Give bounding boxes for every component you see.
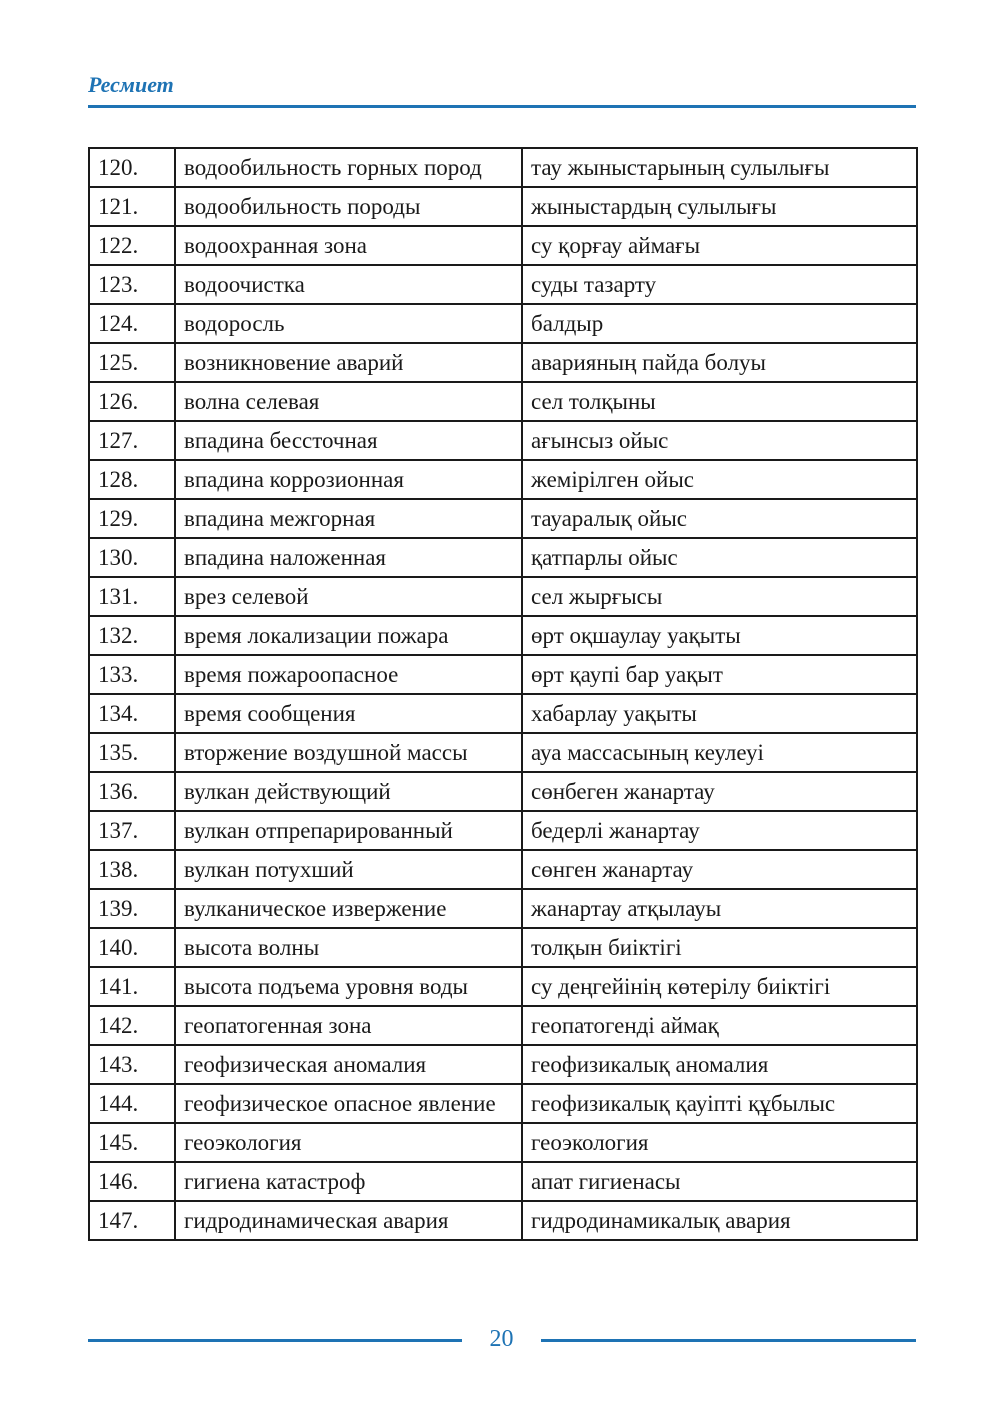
kazakh-term: геопатогенді аймақ: [522, 1006, 917, 1045]
table-row: [89, 616, 917, 655]
row-number: 136.: [89, 772, 175, 811]
russian-term: геофизическое опасное явление: [175, 1084, 522, 1123]
kazakh-term: ағынсыз ойыс: [522, 421, 917, 460]
row-number: 138.: [89, 850, 175, 889]
row-number: 128.: [89, 460, 175, 499]
table-row: [89, 1201, 917, 1240]
footer-divider-left: [88, 1339, 462, 1342]
russian-term: впадина коррозионная: [175, 460, 522, 499]
row-number: 131.: [89, 577, 175, 616]
table-row: [89, 499, 917, 538]
glossary-table-body: [89, 148, 917, 1240]
table-row: [89, 343, 917, 382]
russian-term: гигиена катастроф: [175, 1162, 522, 1201]
russian-term: геоэкология: [175, 1123, 522, 1162]
table-row: [89, 655, 917, 694]
kazakh-term: сөнбеген жанартау: [522, 772, 917, 811]
kazakh-term: балдыр: [522, 304, 917, 343]
table-row: [89, 265, 917, 304]
russian-term: геопатогенная зона: [175, 1006, 522, 1045]
russian-term: геофизическая аномалия: [175, 1045, 522, 1084]
table-row: [89, 811, 917, 850]
russian-term: впадина наложенная: [175, 538, 522, 577]
kazakh-term: сөнген жанартау: [522, 850, 917, 889]
russian-term: время пожароопасное: [175, 655, 522, 694]
russian-term: вулканическое извержение: [175, 889, 522, 928]
row-number: 139.: [89, 889, 175, 928]
table-row: [89, 148, 917, 187]
table-row: [89, 1123, 917, 1162]
kazakh-term: су деңгейінің көтерілу биіктігі: [522, 967, 917, 1006]
row-number: 129.: [89, 499, 175, 538]
row-number: 127.: [89, 421, 175, 460]
russian-term: впадина межгорная: [175, 499, 522, 538]
row-number: 146.: [89, 1162, 175, 1201]
table-row: [89, 967, 917, 1006]
kazakh-term: ауа массасының кеулеуі: [522, 733, 917, 772]
table-row: [89, 1162, 917, 1201]
kazakh-term: гидродинамикалық авария: [522, 1201, 917, 1240]
kazakh-term: жемірілген ойыс: [522, 460, 917, 499]
row-number: 143.: [89, 1045, 175, 1084]
russian-term: волна селевая: [175, 382, 522, 421]
row-number: 142.: [89, 1006, 175, 1045]
table-row: [89, 694, 917, 733]
russian-term: водоохранная зона: [175, 226, 522, 265]
table-row: [89, 1084, 917, 1123]
kazakh-term: толқын биіктігі: [522, 928, 917, 967]
table-row: [89, 1045, 917, 1084]
page-number: 20: [489, 1326, 514, 1352]
kazakh-term: сел жырғысы: [522, 577, 917, 616]
russian-term: вулкан потухший: [175, 850, 522, 889]
russian-term: водообильность горных пород: [175, 148, 522, 187]
kazakh-term: сел толқыны: [522, 382, 917, 421]
kazakh-term: тау жыныстарының сулылығы: [522, 148, 917, 187]
table-row: [89, 460, 917, 499]
footer-divider-right: [541, 1339, 916, 1342]
table-row: [89, 850, 917, 889]
kazakh-term: геофизикалық аномалия: [522, 1045, 917, 1084]
russian-term: вулкан действующий: [175, 772, 522, 811]
russian-term: возникновение аварий: [175, 343, 522, 382]
russian-term: время сообщения: [175, 694, 522, 733]
table-row: [89, 928, 917, 967]
table-row: [89, 538, 917, 577]
table-row: [89, 304, 917, 343]
russian-term: водоочистка: [175, 265, 522, 304]
row-number: 121.: [89, 187, 175, 226]
table-row: [89, 226, 917, 265]
table-row: [89, 733, 917, 772]
table-row: [89, 187, 917, 226]
row-number: 120.: [89, 148, 175, 187]
row-number: 132.: [89, 616, 175, 655]
row-number: 124.: [89, 304, 175, 343]
row-number: 135.: [89, 733, 175, 772]
russian-term: врез селевой: [175, 577, 522, 616]
kazakh-term: жанартау атқылауы: [522, 889, 917, 928]
kazakh-term: қатпарлы ойыс: [522, 538, 917, 577]
kazakh-term: өрт қаупі бар уақыт: [522, 655, 917, 694]
kazakh-term: жыныстардың сулылығы: [522, 187, 917, 226]
russian-term: водообильность породы: [175, 187, 522, 226]
russian-term: высота подъема уровня воды: [175, 967, 522, 1006]
row-number: 145.: [89, 1123, 175, 1162]
row-number: 125.: [89, 343, 175, 382]
kazakh-term: тауаралық ойыс: [522, 499, 917, 538]
table-row: [89, 577, 917, 616]
row-number: 147.: [89, 1201, 175, 1240]
kazakh-term: аварияның пайда болуы: [522, 343, 917, 382]
running-header-title: Ресмиет: [88, 72, 174, 97]
row-number: 144.: [89, 1084, 175, 1123]
table-row: [89, 421, 917, 460]
row-number: 133.: [89, 655, 175, 694]
kazakh-term: апат гигиенасы: [522, 1162, 917, 1201]
table-row: [89, 772, 917, 811]
russian-term: гидродинамическая авария: [175, 1201, 522, 1240]
header-divider: [88, 105, 916, 108]
kazakh-term: суды тазарту: [522, 265, 917, 304]
kazakh-term: хабарлау уақыты: [522, 694, 917, 733]
row-number: 130.: [89, 538, 175, 577]
row-number: 122.: [89, 226, 175, 265]
row-number: 137.: [89, 811, 175, 850]
row-number: 126.: [89, 382, 175, 421]
row-number: 141.: [89, 967, 175, 1006]
table-row: [89, 1006, 917, 1045]
table-row: [89, 889, 917, 928]
row-number: 123.: [89, 265, 175, 304]
kazakh-term: су қорғау аймағы: [522, 226, 917, 265]
glossary-table: [88, 147, 918, 1241]
kazakh-term: геофизикалық қауіпті құбылыс: [522, 1084, 917, 1123]
russian-term: время локализации пожара: [175, 616, 522, 655]
russian-term: высота волны: [175, 928, 522, 967]
table-row: [89, 382, 917, 421]
russian-term: вторжение воздушной массы: [175, 733, 522, 772]
kazakh-term: геоэкология: [522, 1123, 917, 1162]
russian-term: впадина бессточная: [175, 421, 522, 460]
kazakh-term: өрт оқшаулау уақыты: [522, 616, 917, 655]
row-number: 134.: [89, 694, 175, 733]
russian-term: водоросль: [175, 304, 522, 343]
row-number: 140.: [89, 928, 175, 967]
kazakh-term: бедерлі жанартау: [522, 811, 917, 850]
russian-term: вулкан отпрепарированный: [175, 811, 522, 850]
